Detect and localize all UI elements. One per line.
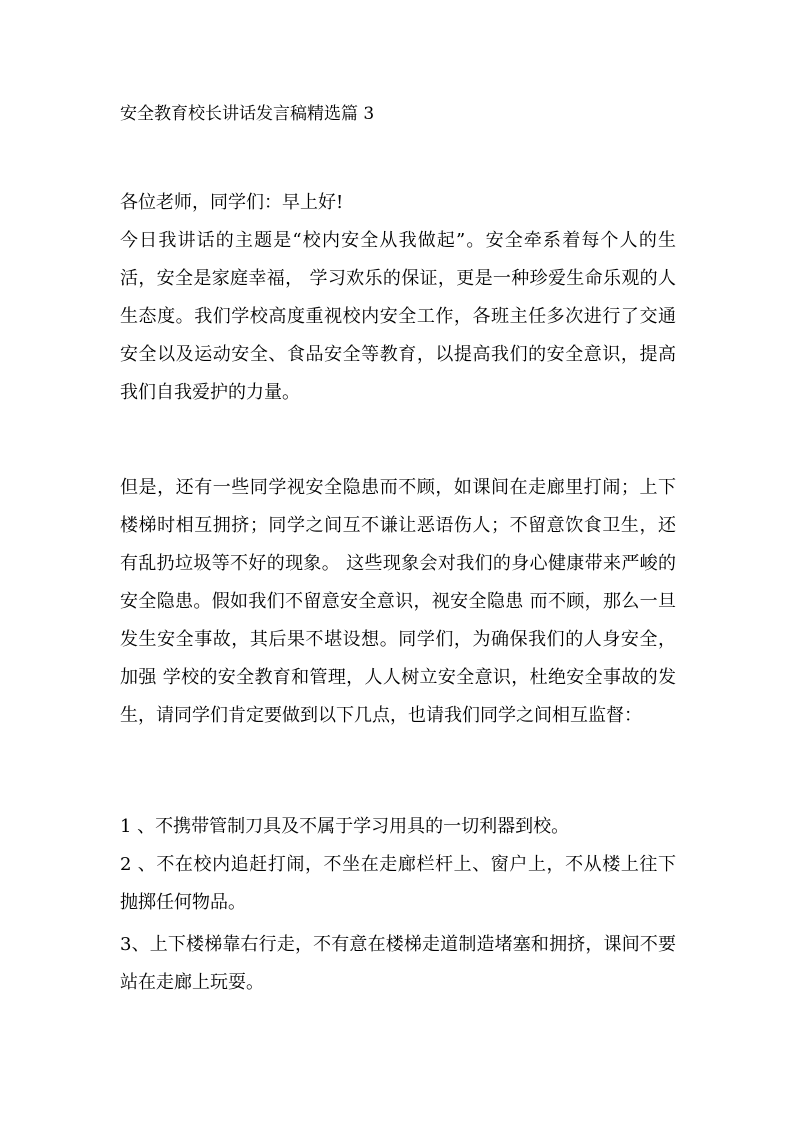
paragraph-hazards: 但是，还有一些同学视安全隐患而不顾，如课间在走廊里打闹；上下楼梯时相互拥挤；同学之间互不谦让恶语伤人；不留意饮食卫生，还有乱扔垃圾等不好的现象。 这些现象会对我们的身心健康带来严峻的安全隐患。假如我们不留意安全意识，视安全隐患 而不顾，那么一旦发生安全事故，其后果不堪设想。同学们，为确保我们的人身安全，加强 学校的安全教育和管理，人人树立安全意识，杜绝安全事故的发生，请同学们肯定要做到以下几点，也请我们同学之间相互监督：: [120, 477, 676, 726]
list-item-1: 1 、不携带管制刀具及不属于学习用具的一切利器到校。: [120, 816, 570, 837]
document-title: 安全教育校长讲话发言稿精选篇 3: [120, 104, 375, 124]
list-item-3: 3、上下楼梯靠右行走，不有意在楼梯走道制造堵塞和拥挤，课间不要站在走廊上玩耍。: [120, 934, 676, 993]
greeting: 各位老师，同学们：早上好!: [120, 192, 344, 213]
list-item-2: 2 、不在校内追赶打闹，不坐在走廊栏杆上、窗户上，不从楼上往下抛掷任何物品。: [120, 854, 676, 913]
paragraph-intro: 今日我讲话的主题是“校内安全从我做起”。安全牵系着每个人的生活，安全是家庭幸福， 学习欢乐的保证，更是一种珍爱生命乐观的人生态度。我们学校高度重视校内安全工作，各班主任多次进行了交通安全以及运动安全、食品安全等教育，以提高我们的安全意识，提高我们自我爱护的力量。: [120, 230, 676, 403]
